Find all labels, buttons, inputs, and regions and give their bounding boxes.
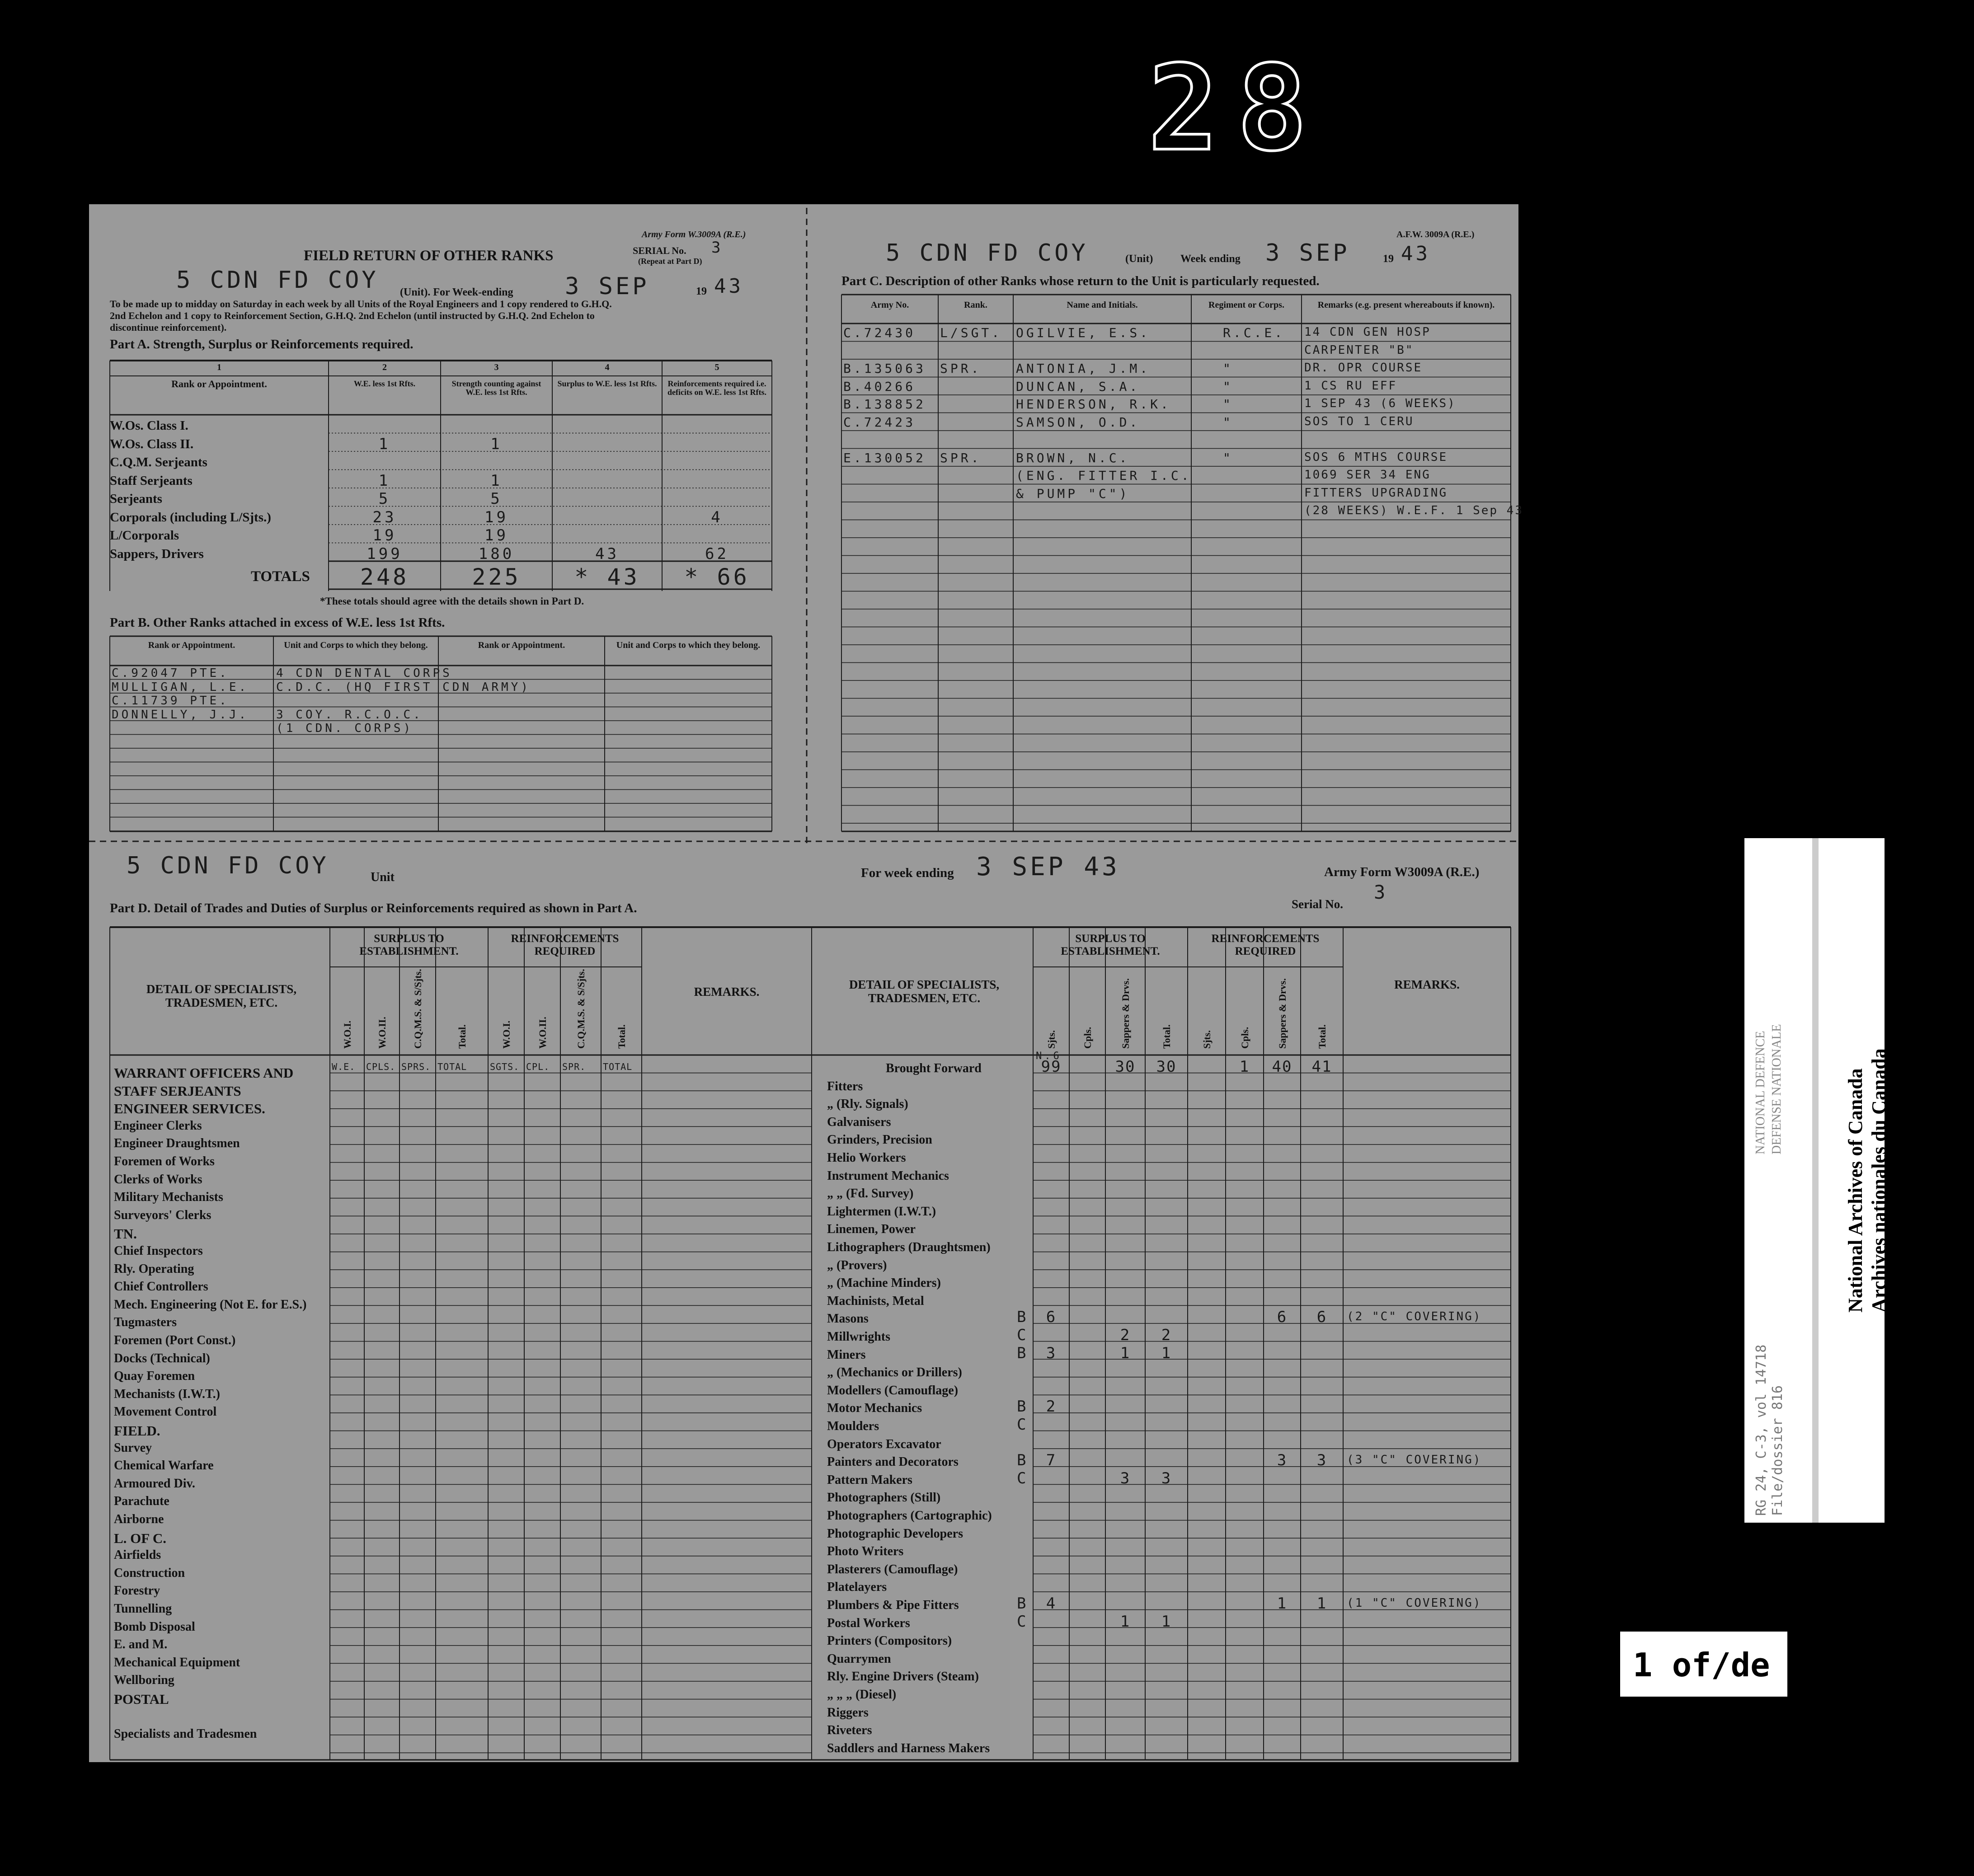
part-c-corps: " [1223,361,1233,376]
archive-line-2: Archives nationales du Canada [1868,1048,1890,1313]
part-d-right-item: „ (Mechanics or Drillers) [827,1365,962,1380]
part-a-rank: W.Os. Class II. [110,436,194,451]
part-d-handwritten-head: SPRS. [401,1061,431,1072]
part-d-value: 3 [1316,1451,1327,1470]
archive-strip [1744,838,1890,1523]
part-a-value: 19 [372,526,397,544]
year-value-left: 43 [714,275,743,298]
form-title: FIELD RETURN OF OTHER RANKS [304,248,554,264]
part-d-subhead: Cpls. [1082,1027,1093,1049]
part-c-remark: 1 SEP 43 (6 WEEKS) [1304,397,1456,410]
part-d-remarks-head-left: REMARKS. [694,985,760,999]
part-d-left-item: Clerks of Works [114,1172,202,1187]
part-d-right-item: Lithographers (Draughtsmen) [827,1240,991,1254]
part-d-subhead: W.O.I. [501,1020,512,1049]
part-d-left-item: TN. [114,1226,137,1242]
part-d-right-item: Grinders, Precision [827,1133,932,1147]
part-d-right-item: „ (Machine Minders) [827,1276,941,1290]
part-d-right-item: Helio Workers [827,1151,906,1165]
part-d-right-item: Motor Mechanics [827,1401,922,1416]
part-c-corps: R.C.E. [1223,325,1285,340]
part-d-subhead: Sappers & Drvs. [1120,978,1131,1049]
part-c-remark: FITTERS UPGRADING [1304,486,1448,500]
part-d-right-item: Masons [827,1312,869,1326]
archive-ref-3: NATIONAL DEFENCE [1753,1031,1767,1154]
part-c-army-no: B.138852 [843,397,926,412]
part-d-right-item: Plumbers & Pipe Fitters [827,1598,959,1612]
part-d-left-item: Parachute [114,1494,169,1509]
part-c-army-no: B.40266 [843,379,916,394]
part-d-right-item: Machinists, Metal [827,1294,924,1308]
part-d-left-item: L. OF C. [114,1530,166,1546]
part-d-grade: C [1017,1326,1029,1344]
part-d-left-item: Military Mechanists [114,1190,223,1205]
unit-label-d: Unit [371,870,395,884]
part-d-left-item: Quay Foremen [114,1369,195,1384]
week-value-d: 3 SEP 43 [976,852,1120,882]
part-c-name: ANTONIA, J.M. [1016,361,1151,376]
film-label-text: 1 of/de [1633,1646,1770,1684]
part-d-handwritten-head: TOTAL [603,1061,633,1072]
part-d-right-item: Platelayers [827,1580,887,1595]
serial-value: 3 [711,239,724,257]
part-c-corps: " [1223,397,1233,412]
part-d-value: 6 [1316,1308,1327,1327]
part-d-handwritten-head: SPR. [562,1061,586,1072]
unit-value-left: 5 CDN FD COY [176,267,379,294]
part-d-right-item: Printers (Compositors) [827,1634,952,1648]
part-d-subhead: W.O.I. [342,1020,353,1049]
part-a-col-number: 2 [382,362,387,372]
part-d-right-item: Postal Workers [827,1616,910,1630]
part-d-left-item: Rly. Operating [114,1262,194,1276]
unit-label-right: (Unit) [1125,253,1153,265]
part-a-col-head: Reinforcements required i.e. deficits on W.E. less 1st Rfts. [667,379,766,397]
part-d-left-item: Engineer Draughtsmen [114,1136,240,1151]
part-d-handwritten-head: W.E. [332,1061,356,1072]
part-d-subhead: W.O.II. [537,1017,548,1049]
part-b-unit: (1 CDN. CORPS) [276,722,414,735]
part-d-right-item: Photographers (Still) [827,1491,941,1505]
part-c-col-head: Rank. [964,300,987,310]
part-a-value: 43 [595,544,619,563]
part-d-handwritten-head: CPLS. [366,1061,396,1072]
part-d-surplus-head-left: SURPLUS TO ESTABLISHMENT. [359,933,459,957]
part-d-right-item: Lightermen (I.W.T.) [827,1204,936,1219]
part-d-right-item: Miners [827,1347,866,1362]
part-d-left-item: FIELD. [114,1423,160,1439]
part-d-subhead: Sappers & Drvs. [1277,978,1288,1049]
part-a-value: 1 [490,435,503,453]
part-d-subhead: Total. [616,1024,627,1049]
part-c-name: BROWN, N.C. [1016,450,1130,465]
part-a-col-number: 3 [494,362,499,372]
week-value-left: 3 SEP [565,273,649,300]
part-d-surplus-head-right: SURPLUS TO ESTABLISHMENT. [1061,933,1160,957]
part-d-right-item: Quarrymen [827,1651,891,1666]
part-d-left-item: Docks (Technical) [114,1351,210,1365]
part-b-col-head: Unit and Corps to which they belong. [616,640,761,650]
part-b-rank: C.92047 PTE. [112,666,229,680]
part-b-rank: C.11739 PTE. [112,694,229,708]
serial-value-d: 3 [1374,881,1388,903]
part-d-value: 3 [1046,1344,1057,1362]
part-a-rank: Corporals (including L/Sjts.) [110,510,271,525]
part-d-grade: B [1017,1595,1029,1613]
serial-label: SERIAL No. [633,245,686,256]
part-d-right-item: Instrument Mechanics [827,1168,949,1183]
part-d-subhead: Sjts. [1046,1030,1057,1049]
part-a-value: 180 [478,544,515,563]
part-c-title: Part C. Description of other Ranks whose return to the Unit is particularly requested. [841,274,1320,288]
part-d-right-item: Riggers [827,1705,869,1720]
part-d-remark: (3 "C" COVERING) [1347,1453,1482,1467]
part-d-right-item: Brought Forward [886,1061,982,1075]
part-c-remark: 1 CS RU EFF [1304,379,1397,393]
part-d-right-item: Galvanisers [827,1115,891,1129]
part-d-right-item: Rly. Engine Drivers (Steam) [827,1670,979,1684]
totals-label: TOTALS [251,568,310,585]
part-d-value: 2 [1161,1326,1172,1344]
part-a-col-number: 4 [605,362,610,372]
part-d-subhead: C.Q.M.S. & S/Sjts. [575,969,587,1049]
part-d-right-item: Pattern Makers [827,1473,912,1487]
unit-value-right: 5 CDN FD COY [886,239,1088,267]
part-b-unit: C.D.C. (HQ FIRST CDN ARMY) [276,680,531,694]
part-d-left-item: Chemical Warfare [114,1459,214,1473]
part-c-corps: " [1223,414,1233,430]
part-c-col-head: Army No. [870,300,909,310]
unit-value-d: 5 CDN FD COY [127,852,329,879]
part-c-name: & PUMP "C") [1016,486,1130,501]
part-d-grade: C [1017,1416,1029,1434]
part-d-left-item: Airborne [114,1512,164,1526]
part-d-handwritten-head: TOTAL [437,1061,467,1072]
part-d-left-item: ENGINEER SERVICES. [114,1101,265,1117]
year-prefix-right: 19 [1383,253,1394,265]
instruction-line-3: discontinue reinforcement). [110,322,227,333]
part-a-value: 19 [484,526,508,544]
part-d-left-item: Tunnelling [114,1602,172,1616]
part-d-value: 1 [1161,1612,1172,1631]
part-c-col-head: Regiment or Corps. [1208,300,1284,310]
part-d-subhead: Total. [1316,1024,1328,1049]
part-a-col-head: Surplus to W.E. less 1st Rfts. [557,379,657,388]
serial-note: (Repeat at Part D) [638,257,702,266]
part-a-value: 4 [711,508,723,526]
part-c-remark: 14 CDN GEN HOSP [1304,325,1431,339]
part-a-col-number: 1 [217,362,221,372]
part-d-value: 1 [1120,1612,1131,1631]
archive-ref-2: File/dossier 816 [1770,1385,1786,1516]
part-d-value: 3 [1277,1451,1288,1470]
part-d-right-item: „ (Rly. Signals) [827,1097,908,1112]
part-d-right-item: „ „ (Fd. Survey) [827,1187,914,1201]
part-d-left-item: Armoured Div. [114,1476,195,1491]
part-a-total: * 43 [574,564,640,590]
part-d-subhead: Cpls. [1239,1027,1250,1049]
part-a-rank: Sappers, Drivers [110,546,204,561]
part-d-right-item: Photographers (Cartographic) [827,1509,992,1523]
part-d-value: 3 [1120,1469,1131,1487]
part-a-value: 62 [705,544,729,563]
part-d-right-item: Saddlers and Harness Makers [827,1741,990,1755]
part-c-name: HENDERSON, R.K. [1016,397,1171,412]
part-c-remark: SOS 6 MTHS COURSE [1304,450,1448,464]
part-c-rank: SPR. [940,450,982,465]
form-number-left: Army Form W.3009A (R.E.) [642,230,746,239]
part-a-col-number: 5 [714,362,719,372]
part-d-left-item: WARRANT OFFICERS AND [114,1065,294,1081]
part-d-right-item: Painters and Decorators [827,1455,959,1469]
part-a-title: Part A. Strength, Surplus or Reinforcements required. [110,337,414,352]
part-b-unit: 3 COY. R.C.O.C. [276,708,423,722]
part-a-value: 19 [484,508,508,526]
year-prefix-left: 19 [696,286,707,297]
part-d-left-item: Movement Control [114,1405,217,1419]
archive-ref-1: RG 24, C-3, vol 14718 [1753,1344,1769,1516]
part-d-handwritten-head: SGTS. [490,1061,520,1072]
part-d-value: 7 [1046,1451,1057,1470]
part-d-value: 30 [1156,1058,1177,1076]
part-a-rank: Staff Serjeants [110,473,193,488]
part-d-right-item: Millwrights [827,1330,890,1344]
part-c-name: OGILVIE, E.S. [1016,325,1151,340]
part-d-detail-head-left: DETAIL OF SPECIALISTS, TRADESMEN, ETC. [146,982,297,1009]
part-d-value: 1 [1120,1344,1131,1362]
part-d-remark: (1 "C" COVERING) [1347,1596,1482,1610]
part-c-name: DUNCAN, S.A. [1016,379,1140,394]
part-d-left-item: E. and M. [114,1637,168,1652]
part-d-value: 41 [1311,1058,1332,1076]
part-d-handwritten-head: CPL. [526,1061,550,1072]
part-c-army-no: C.72430 [843,325,916,340]
part-d-grade: C [1017,1612,1029,1631]
instruction-line-1: To be made up to midday on Saturday in each week by all Units of the Royal Engineers and 1 copy rendered to G.H.Q. [110,298,612,310]
part-d-value: 3 [1161,1469,1172,1487]
part-d-right-item: Plasterers (Camouflage) [827,1562,958,1576]
part-c-col-head: Remarks (e.g. present whereabouts if known). [1317,300,1495,310]
part-d-grade: B [1017,1344,1029,1362]
part-d-right-item: Moulders [827,1419,879,1433]
part-c-col-head: Name and Initials. [1067,300,1138,310]
week-label-right: Week ending [1180,253,1241,265]
part-d-left-item: Survey [114,1440,152,1455]
part-c-remark: DR. OPR COURSE [1304,361,1423,375]
part-d-right-item: Riveters [827,1723,872,1738]
part-d-grade: B [1017,1398,1029,1416]
part-a-total: * 66 [684,564,750,590]
part-c-rank: L/SGT. [940,325,1002,340]
part-a-value: 1 [378,471,391,490]
part-d-right-item: Fitters [827,1079,863,1093]
part-a-col-head: Strength counting against W.E. less 1st Rfts. [451,379,541,397]
part-d-value: 6 [1046,1308,1057,1327]
part-d-right-item: Linemen, Power [827,1222,916,1237]
part-c-army-no: C.72423 [843,414,916,430]
part-d-left-item: Bomb Disposal [114,1619,195,1634]
part-d-value: 1 [1239,1058,1250,1076]
part-a-col-head: Rank or Appointment. [171,378,267,389]
part-d-rein-head-right: REINFORCEMENTS REQUIRED [1211,933,1320,957]
part-d-value: 2 [1046,1398,1057,1416]
part-d-left-item: Forestry [114,1584,160,1598]
part-a-value: 23 [372,508,397,526]
part-c-army-no: B.135063 [843,361,926,376]
part-a-rank: Serjeants [110,492,162,506]
part-d-remark: (2 "C" COVERING) [1347,1310,1482,1324]
part-d-right-item: Modellers (Camouflage) [827,1383,959,1398]
part-a-col-head: W.E. less 1st Rfts. [353,379,416,388]
part-b-col-head: Rank or Appointment. [148,640,235,650]
part-c-name: SAMSON, O.D. [1016,414,1140,430]
part-d-subhead: Sjts. [1201,1030,1213,1049]
part-c-name: (ENG. FITTER I.C. [1016,468,1192,483]
part-b-rank: MULLIGAN, L.E. [112,680,249,694]
serial-label-d: Serial No. [1292,897,1343,911]
part-a-value: 199 [367,544,403,563]
part-d-left-item: Chief Controllers [114,1280,208,1294]
part-d-left-item: Construction [114,1566,185,1580]
page-number: 28 [1148,41,1326,177]
part-d-title: Part D. Detail of Trades and Duties of Surplus or Reinforcements required as shown in Part A. [110,901,637,915]
part-d-left-item: STAFF SERJEANTS [114,1083,241,1099]
part-d-subhead: Total. [1161,1024,1172,1049]
part-d-left-item: Engineer Clerks [114,1118,202,1133]
part-c-corps: " [1223,379,1233,394]
part-d-value: 40 [1272,1058,1292,1076]
part-d-right-item: „ „ „ (Diesel) [827,1688,897,1702]
part-a-value: 1 [378,435,391,453]
part-d-left-item: Foremen of Works [114,1154,215,1168]
part-d-remarks-head-right: REMARKS. [1394,978,1460,991]
part-a-total: 248 [360,564,409,590]
part-c-remark: (28 WEEKS) W.E.F. 1 Sep 43 [1304,504,1523,517]
part-d-subhead: Total. [456,1024,468,1049]
part-d-value: 1 [1316,1595,1327,1613]
part-a-value: 5 [378,490,391,508]
form-number-right: A.F.W. 3009A (R.E.) [1396,230,1475,239]
part-b-title: Part B. Other Ranks attached in excess of W.E. less 1st Rfts. [110,615,445,630]
part-d-value: 1 [1277,1595,1288,1613]
part-d-grade: B [1017,1308,1029,1327]
unit-label-left: (Unit). For Week-ending [400,286,513,298]
form-number-d: Army Form W3009A (R.E.) [1324,865,1480,879]
week-label-d: For week ending [861,866,954,880]
part-b-rank: DONNELLY, J.J. [112,708,249,722]
part-d-value: 4 [1046,1595,1057,1613]
part-a-rank: W.Os. Class I. [110,418,188,433]
part-d-left-item: Specialists and Tradesmen [114,1727,257,1741]
week-value-right: 3 SEP [1265,239,1350,267]
part-d-left-item: Mech. Engineering (Not E. for E.S.) [114,1297,307,1312]
part-c-remark: CARPENTER "B" [1304,343,1414,357]
part-d-left-item: Surveyors' Clerks [114,1208,212,1222]
part-d-left-item: POSTAL [114,1691,169,1707]
archive-ref-4: DEFENSE NATIONALE [1770,1024,1784,1154]
part-d-left-item: Mechanists (I.W.T.) [114,1387,220,1401]
part-d-value: 99 [1041,1058,1062,1076]
part-d-left-item: Foremen (Port Const.) [114,1333,236,1347]
part-d-left-item: Wellboring [114,1673,174,1688]
part-a-value: 1 [490,471,503,490]
part-d-subhead: W.O.II. [376,1017,388,1049]
part-b-unit: 4 CDN DENTAL CORPS [276,666,452,680]
part-c-corps: " [1223,450,1233,465]
part-d-right-item: „ (Provers) [827,1258,887,1272]
part-a-total: 225 [472,564,521,590]
archive-line-1: National Archives of Canada [1844,1068,1866,1313]
part-d-grade: B [1017,1451,1029,1470]
part-d-right-item: Photographic Developers [827,1526,963,1541]
instruction-line-2: 2nd Echelon and 1 copy to Reinforcement Section, G.H.Q. 2nd Echelon (until instructed by G.H.Q. 2nd Echelon to [110,310,595,321]
part-a-rank: L/Corporals [110,528,179,543]
part-a-value: 5 [490,490,503,508]
part-d-left-item: Tugmasters [114,1315,177,1330]
part-a-rank: C.Q.M. Serjeants [110,455,207,469]
part-d-right-item: Photo Writers [827,1544,904,1559]
part-c-rank: SPR. [940,361,982,376]
part-d-subhead: C.Q.M.S. & S/Sjts. [412,969,423,1049]
film-label [1619,1630,1789,1698]
part-c-army-no: E.130052 [843,450,926,465]
totals-note: *These totals should agree with the details shown in Part D. [320,596,584,607]
part-d-right-item: Operators Excavator [827,1437,941,1451]
part-d-left-item: Airfields [114,1548,161,1562]
part-d-left-item: Chief Inspectors [114,1244,203,1258]
year-value-right: 43 [1401,242,1430,265]
part-d-rein-head-left: REINFORCEMENTS REQUIRED [511,933,619,957]
part-d-value: 6 [1277,1308,1288,1327]
part-d-left-item: Mechanical Equipment [114,1655,240,1670]
part-d-grade: C [1017,1469,1029,1487]
part-d-value: 1 [1161,1344,1172,1362]
part-d-detail-head-right: DETAIL OF SPECIALISTS, TRADESMEN, ETC. [849,978,1000,1005]
part-d-value: 2 [1120,1326,1131,1344]
part-c-remark: 1069 SER 34 ENG [1304,468,1431,482]
part-b-col-head: Rank or Appointment. [478,640,565,650]
part-d-value: 30 [1115,1058,1136,1076]
part-b-col-head: Unit and Corps to which they belong. [284,640,428,650]
part-d-bf-note: N.6 [1036,1051,1062,1062]
archive-divider [1812,838,1819,1523]
part-c-remark: SOS TO 1 CERU [1304,414,1414,428]
